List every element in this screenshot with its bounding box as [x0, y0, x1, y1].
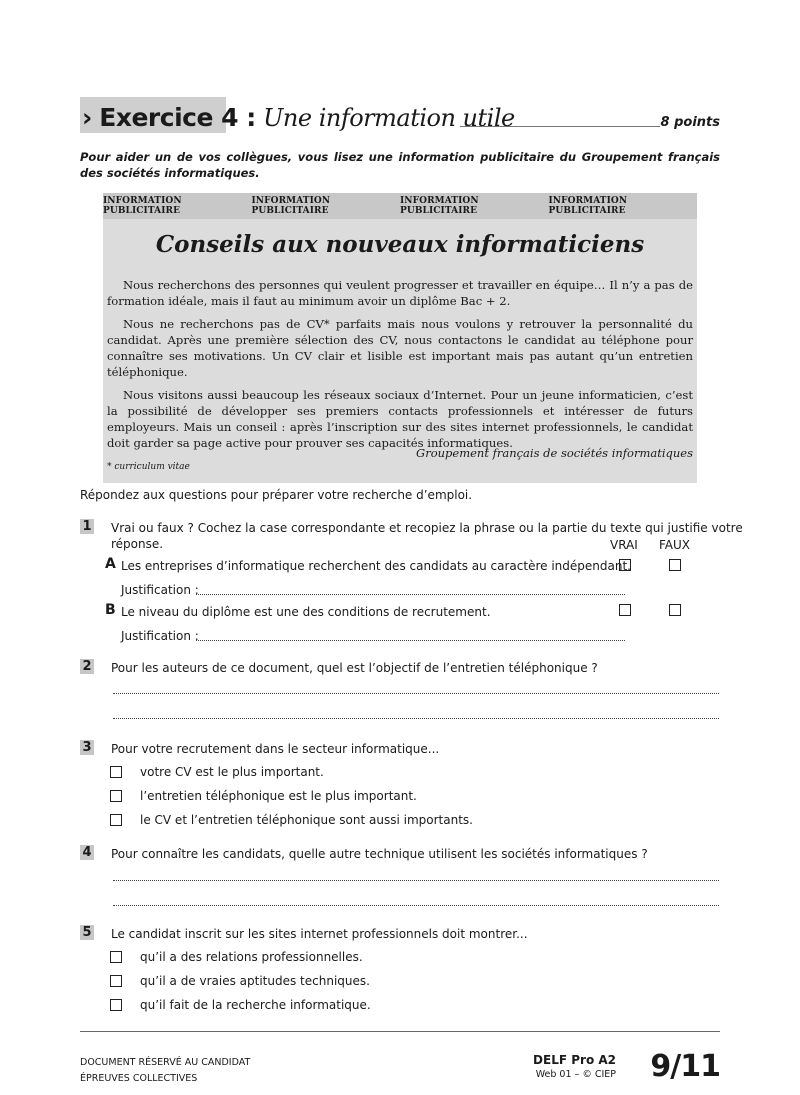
ad-band-label: INFORMATION PUBLICITAIRE — [103, 196, 182, 216]
question-text: réponse. — [111, 537, 164, 551]
justification-label: Justification : — [121, 629, 199, 643]
question-number: 2 — [80, 659, 94, 674]
option-checkbox[interactable] — [110, 951, 122, 963]
option-checkbox[interactable] — [110, 790, 122, 802]
page-number: 9/11 — [650, 1049, 720, 1084]
option-label: qu’il fait de la recherche informatique. — [140, 998, 371, 1012]
footer-left-line: DOCUMENT RÉSERVÉ AU CANDIDAT — [80, 1057, 251, 1068]
question-text: Vrai ou faux ? Cochez la case correspondante et recopiez la phrase ou la partie du texte qui justifie votre — [111, 521, 743, 535]
justification-line-a[interactable] — [196, 594, 625, 595]
ad-signature: Groupement français de sociétés informatiques — [416, 446, 693, 460]
exercise-number: Exercice 4 : — [99, 103, 256, 132]
option-checkbox[interactable] — [110, 766, 122, 778]
justification-line-b[interactable] — [196, 640, 625, 641]
exercise-points: 8 points — [660, 115, 720, 130]
answer-line[interactable] — [113, 905, 719, 906]
option-checkbox[interactable] — [110, 975, 122, 987]
exercise-header — [80, 97, 720, 133]
intro-text: Pour aider un de vos collègues, vous lisez une information publicitaire du Groupement français des sociétés informatiques. — [80, 150, 720, 180]
option-checkbox[interactable] — [110, 814, 122, 826]
ad-band-label: INFORMATION PUBLICITAIRE — [548, 196, 628, 216]
exam-ref: Web 01 – © CIEP — [535, 1069, 616, 1080]
option-label: votre CV est le plus important. — [140, 765, 324, 779]
chevron-icon: › — [82, 103, 92, 132]
option-label: le CV et l’entretien téléphonique sont aussi importants. — [140, 813, 473, 827]
justification-label: Justification : — [121, 583, 199, 597]
ad-paragraph: Nous recherchons des personnes qui veulent progresser et travailler en équipe… Il n’y a pas de formation idéale, mais il faut au minimum avoir un diplôme Bac + 2. — [107, 278, 693, 308]
ad-footnote: * curriculum vitae — [107, 462, 190, 472]
question-text: Pour votre recrutement dans le secteur informatique... — [111, 742, 440, 756]
lead-instruction: Répondez aux questions pour préparer votre recherche d’emploi. — [80, 488, 473, 502]
vrai-header: VRAI — [610, 538, 638, 552]
question-text: Pour connaître les candidats, quelle autre technique utilisent les sociétés informatiques ? — [111, 847, 648, 861]
option-label: qu’il a de vraies aptitudes techniques. — [140, 974, 370, 988]
ad-box — [103, 193, 697, 483]
ad-band-label: INFORMATION PUBLICITAIRE — [400, 196, 479, 216]
ad-band — [103, 193, 697, 219]
faux-header: FAUX — [659, 538, 691, 552]
vrai-checkbox-b[interactable] — [619, 604, 631, 616]
footer-left-line: ÉPREUVES COLLECTIVES — [80, 1073, 198, 1084]
faux-checkbox-a[interactable] — [669, 559, 681, 571]
ad-paragraph: Nous ne recherchons pas de CV* parfaits mais nous voulons y retrouver la personnalité du candidat. Après une première sélection des CV, nous contactons le candidat au téléphone pour connaître ses motivations. Un CV clair et lisible est important mais pas autant qu’un entretien téléphonique. — [107, 317, 693, 379]
exercise-subtitle: Une information utile — [263, 104, 515, 132]
option-label: l’entretien téléphonique est le plus important. — [140, 789, 417, 803]
exam-name: DELF Pro A2 — [533, 1053, 616, 1067]
footer-rule — [80, 1031, 720, 1032]
question-number: 4 — [80, 845, 94, 860]
faux-checkbox-b[interactable] — [669, 604, 681, 616]
ad-paragraph: Nous visitons aussi beaucoup les réseaux sociaux d’Internet. Pour un jeune informaticien, c’est la possibilité de développer ses premiers contacts professionnels et intéresser de futurs employeurs. Mais un conseil : après l’inscription sur des sites internet professionnels, le candidat doit garder sa page active pour prouver ses capacités informatiques. — [107, 388, 693, 450]
exercise-title — [82, 103, 515, 132]
footer-right — [520, 1053, 616, 1080]
item-letter: A — [105, 556, 116, 572]
answer-line[interactable] — [113, 718, 719, 719]
ad-band-label: INFORMATION PUBLICITAIRE — [251, 196, 331, 216]
ad-title: Conseils aux nouveaux informaticiens — [155, 231, 645, 258]
item-text: Le niveau du diplôme est une des conditions de recrutement. — [121, 605, 491, 619]
question-number: 1 — [80, 519, 94, 534]
question-number: 3 — [80, 740, 94, 755]
footer-left — [80, 1055, 250, 1087]
ad-body — [107, 277, 693, 458]
question-text: Pour les auteurs de ce document, quel est l’objectif de l’entretien téléphonique ? — [111, 661, 598, 675]
answer-line[interactable] — [113, 880, 719, 881]
header-rule — [460, 126, 660, 127]
vrai-checkbox-a[interactable] — [619, 559, 631, 571]
answer-line[interactable] — [113, 693, 719, 694]
option-checkbox[interactable] — [110, 999, 122, 1011]
option-label: qu’il a des relations professionnelles. — [140, 950, 363, 964]
item-letter: B — [105, 602, 116, 618]
question-text: Le candidat inscrit sur les sites internet professionnels doit montrer... — [111, 927, 528, 941]
item-text: Les entreprises d’informatique recherchent des candidats au caractère indépendant. — [121, 559, 631, 573]
question-number: 5 — [80, 925, 94, 940]
